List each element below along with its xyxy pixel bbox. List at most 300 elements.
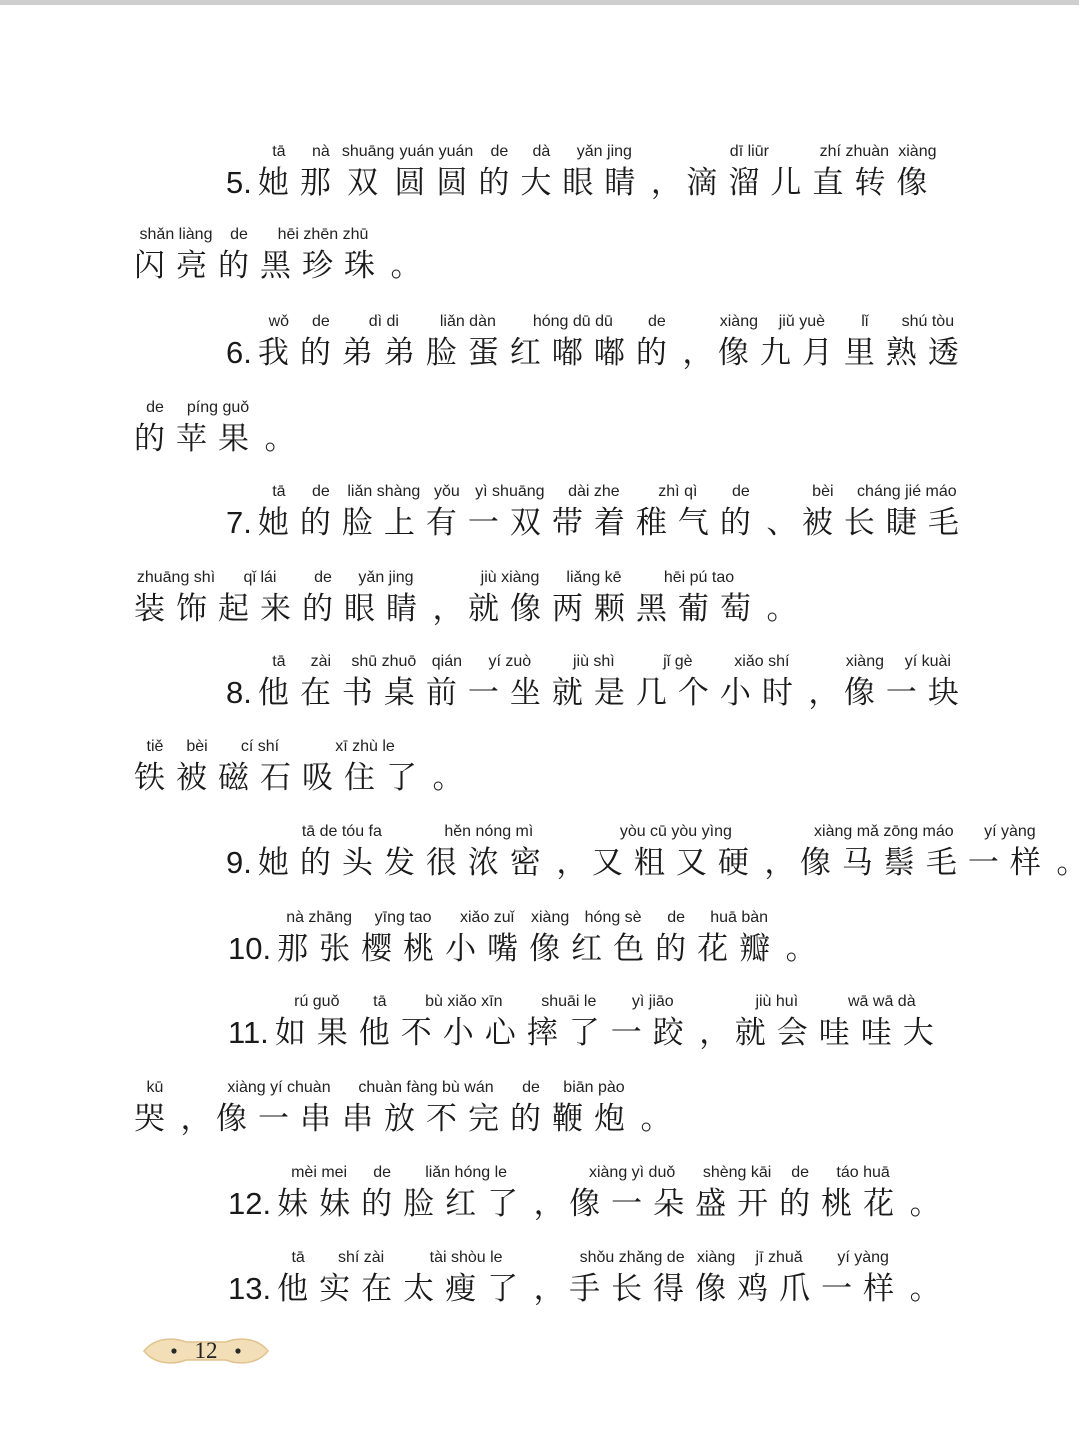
- word: [886, 312, 970, 374]
- pinyin: de: [311, 483, 330, 500]
- hanzi: 他: [277, 1271, 320, 1307]
- hanzi: 他: [358, 1015, 401, 1051]
- punctuation-mark: ，: [432, 591, 464, 627]
- hanzi: 黑珍珠: [260, 248, 386, 284]
- pinyin: yòu cū yòu yìng: [619, 823, 732, 840]
- hanzi: 那: [299, 165, 342, 201]
- hanzi: 手长得: [569, 1271, 696, 1307]
- hanzi: 的: [302, 591, 344, 627]
- pinyin: yí zuò: [488, 653, 532, 670]
- word: [697, 908, 781, 970]
- punctuation: [646, 142, 686, 204]
- hanzi: 两颗: [552, 591, 636, 627]
- hanzi: 在: [299, 675, 342, 711]
- word: [735, 992, 819, 1054]
- sentence-line: [228, 1228, 945, 1310]
- word: [277, 1163, 361, 1225]
- punctuation-mark: 。: [264, 421, 296, 457]
- pinyin: de: [667, 909, 685, 926]
- word: [655, 908, 697, 970]
- item-number: 12.: [228, 1186, 272, 1221]
- word: [819, 992, 945, 1054]
- word: [403, 1248, 529, 1310]
- word: [636, 568, 762, 630]
- word: [695, 1163, 779, 1225]
- hanzi: 苹果: [176, 421, 260, 457]
- word: [527, 992, 611, 1054]
- pinyin: rú guǒ: [294, 993, 340, 1010]
- hanzi: 像一串: [216, 1101, 342, 1137]
- word: [134, 1078, 176, 1140]
- word: [812, 142, 896, 204]
- hanzi: 一样: [967, 845, 1052, 881]
- hanzi: 的: [779, 1186, 822, 1222]
- word: [258, 142, 300, 204]
- pinyin: de: [146, 399, 164, 416]
- pinyin: jiù shì: [572, 653, 615, 670]
- hanzi: 红色: [571, 931, 656, 967]
- pinyin: táo huā: [836, 1164, 890, 1181]
- pinyin: de: [647, 313, 666, 330]
- word: [478, 142, 520, 204]
- pinyin: biān pào: [563, 1079, 625, 1096]
- item-number: 5.: [226, 165, 252, 200]
- word: [275, 992, 359, 1054]
- word: [344, 568, 428, 630]
- pinyin: tài shòu le: [429, 1249, 503, 1266]
- pinyin: dài zhe: [568, 483, 620, 500]
- pinyin: tā: [373, 993, 387, 1010]
- pinyin: qǐ lái: [243, 569, 277, 586]
- word: [529, 908, 571, 970]
- pinyin: hēi zhēn zhū: [277, 226, 369, 243]
- pinyin: tā de tóu fa: [301, 823, 382, 840]
- word: [569, 1248, 695, 1310]
- pinyin: de: [230, 226, 248, 243]
- hanzi: 弟弟: [341, 335, 426, 371]
- item-number: 9.: [226, 845, 252, 880]
- pinyin: liǎn hóng le: [425, 1164, 508, 1181]
- hanzi: 熟透: [885, 335, 970, 371]
- hanzi: 吸住了: [302, 760, 428, 796]
- punctuation-mark: 、: [766, 505, 798, 541]
- word: [686, 142, 812, 204]
- punctuation-mark: ，: [556, 845, 588, 881]
- pinyin: tā: [272, 483, 286, 500]
- word: [737, 1248, 821, 1310]
- hanzi: 像马鬃毛: [799, 845, 968, 881]
- punctuation-mark: 。: [785, 931, 817, 967]
- punctuation-mark: ，: [682, 335, 714, 371]
- punctuation-mark: 。: [432, 760, 464, 796]
- hanzi: 如果: [274, 1015, 359, 1051]
- hanzi: 大: [520, 165, 563, 201]
- sentence-line: [134, 1058, 676, 1140]
- word: [611, 992, 695, 1054]
- item-number: 11.: [228, 1015, 269, 1050]
- word: [258, 822, 426, 884]
- pinyin: yí yàng: [984, 823, 1036, 840]
- word: [552, 482, 636, 544]
- word: [342, 142, 395, 204]
- punctuation-mark: ，: [533, 1186, 565, 1222]
- pinyin: tā: [291, 1249, 305, 1266]
- pinyin: tiě: [146, 738, 164, 755]
- punctuation: [552, 822, 592, 884]
- hanzi: 像一朵: [569, 1186, 696, 1222]
- punctuation: [781, 908, 821, 970]
- pinyin: nà: [311, 143, 330, 160]
- word: [134, 737, 176, 799]
- word: [844, 312, 886, 374]
- pinyin: hēi pú tao: [663, 569, 735, 586]
- hanzi: 黑葡萄: [636, 591, 762, 627]
- word: [300, 652, 342, 714]
- word: [718, 312, 760, 374]
- punctuation: [695, 992, 735, 1054]
- word: [468, 568, 552, 630]
- sentence-line: [228, 972, 945, 1054]
- pinyin: shǎn liàng: [139, 226, 213, 243]
- word: [134, 225, 218, 287]
- pinyin: huā bàn: [710, 909, 769, 926]
- hanzi: 妹妹: [277, 1186, 362, 1222]
- word: [258, 312, 300, 374]
- punctuation: [636, 1078, 676, 1140]
- word: [802, 482, 844, 544]
- punctuation-mark: 。: [766, 591, 798, 627]
- punctuation-mark: 。: [909, 1186, 941, 1222]
- hanzi: 她: [257, 165, 300, 201]
- pinyin: bù xiǎo xīn: [425, 993, 503, 1010]
- word: [176, 398, 260, 460]
- sentence-line: [134, 717, 468, 799]
- punctuation-mark: ，: [180, 1101, 212, 1137]
- pinyin: xiàng: [530, 909, 570, 926]
- hanzi: 一坐: [467, 675, 552, 711]
- hanzi: 几个: [635, 675, 720, 711]
- word: [218, 568, 302, 630]
- word: [300, 142, 342, 204]
- word: [258, 482, 300, 544]
- punctuation: [760, 822, 800, 884]
- pinyin: nà zhāng: [286, 909, 353, 926]
- word: [300, 482, 342, 544]
- pinyin: yǎn jing: [358, 569, 414, 586]
- punctuation: [386, 225, 426, 287]
- hanzi: 有: [425, 505, 468, 541]
- hanzi: 带着: [551, 505, 636, 541]
- hanzi: 书桌: [341, 675, 426, 711]
- word: [134, 398, 176, 460]
- pinyin: jiù xiàng: [480, 569, 540, 586]
- word: [844, 652, 886, 714]
- word: [468, 652, 552, 714]
- pinyin: xiàng yì duǒ: [588, 1164, 676, 1181]
- pinyin: xiǎo shí: [734, 653, 790, 670]
- pinyin: píng guǒ: [186, 399, 250, 416]
- pinyin: wǒ: [268, 313, 290, 330]
- punctuation: [678, 312, 718, 374]
- pinyin: de: [731, 483, 750, 500]
- word: [800, 822, 968, 884]
- word: [569, 1163, 695, 1225]
- word: [468, 482, 552, 544]
- word: [277, 1248, 319, 1310]
- sentence-line: [226, 802, 1092, 884]
- punctuation: [176, 1078, 216, 1140]
- pinyin: shū zhuō: [351, 653, 417, 670]
- word: [844, 482, 970, 544]
- pinyin: jiù huì: [755, 993, 799, 1010]
- pinyin: xiàng: [696, 1249, 736, 1266]
- pinyin: chuàn fàng bù wán: [358, 1079, 494, 1096]
- pinyin: liǎn shàng: [347, 483, 421, 500]
- hanzi: 眼睛: [344, 591, 428, 627]
- word: [176, 737, 218, 799]
- punctuation-mark: 。: [1056, 845, 1088, 881]
- word: [636, 312, 678, 374]
- pinyin: yì shuāng: [475, 483, 545, 500]
- hanzi: 她的头发: [257, 845, 426, 881]
- pinyin: dì di: [368, 313, 399, 330]
- punctuation-mark: 。: [390, 248, 422, 284]
- word: [302, 737, 428, 799]
- pinyin: shèng kāi: [702, 1164, 772, 1181]
- punctuation: [762, 568, 802, 630]
- word: [218, 737, 302, 799]
- pinyin: hóng dū dū: [532, 313, 613, 330]
- pinyin: zhí zhuàn: [819, 143, 890, 160]
- pinyin: cí shí: [240, 738, 280, 755]
- pinyin: liǎng kē: [566, 569, 622, 586]
- hanzi: 串放不完: [342, 1101, 510, 1137]
- hanzi: 就像: [468, 591, 552, 627]
- item-number: 13.: [228, 1271, 272, 1306]
- hanzi: 不小心: [400, 1015, 527, 1051]
- hanzi: 盛开: [695, 1186, 780, 1222]
- hanzi: 鞭炮: [552, 1101, 636, 1137]
- punctuation-mark: 。: [640, 1101, 672, 1137]
- word: [426, 312, 510, 374]
- word: [636, 482, 720, 544]
- hanzi: 的: [510, 1101, 552, 1137]
- hanzi: 很浓密: [425, 845, 552, 881]
- hanzi: 闪亮: [134, 248, 218, 284]
- word: [562, 142, 646, 204]
- pinyin: dà: [532, 143, 551, 160]
- word: [258, 652, 300, 714]
- hanzi: 就是: [551, 675, 636, 711]
- hanzi: 小时: [719, 675, 804, 711]
- hanzi: 樱桃: [361, 931, 446, 967]
- word: [636, 652, 720, 714]
- hanzi: 一块: [885, 675, 970, 711]
- hanzi: 像: [695, 1271, 738, 1307]
- pinyin: shú tòu: [901, 313, 955, 330]
- word: [319, 1248, 403, 1310]
- pinyin: tā: [272, 653, 286, 670]
- pinyin: jiǔ yuè: [778, 313, 825, 330]
- word: [342, 652, 426, 714]
- sentence-line: [226, 632, 970, 714]
- pinyin: xiàng: [719, 313, 758, 330]
- word: [779, 1163, 821, 1225]
- pinyin: xiàng: [845, 653, 884, 670]
- word: [896, 142, 938, 204]
- hanzi: 就会: [734, 1015, 819, 1051]
- hanzi: 太瘦了: [403, 1271, 530, 1307]
- pinyin: yīng tao: [374, 909, 432, 926]
- hanzi: 圆圆: [394, 165, 479, 201]
- hanzi: 小嘴: [445, 931, 530, 967]
- pinyin: xiàng: [898, 143, 937, 160]
- pinyin: de: [311, 313, 330, 330]
- pinyin: shuāi le: [541, 993, 597, 1010]
- word: [277, 908, 361, 970]
- pinyin: de: [373, 1164, 391, 1181]
- word: [342, 482, 426, 544]
- pinyin: xiàng yí chuàn: [227, 1079, 331, 1096]
- hanzi: 哇哇大: [818, 1015, 945, 1051]
- pinyin: yí yàng: [837, 1249, 889, 1266]
- pinyin: jǐ gè: [663, 653, 693, 670]
- punctuation-mark: ，: [764, 845, 796, 881]
- pinyin: hóng sè: [584, 909, 642, 926]
- sentence-line: [134, 205, 426, 287]
- word: [552, 652, 636, 714]
- hanzi: 我: [257, 335, 300, 371]
- hanzi: 滴溜儿: [686, 165, 813, 201]
- punctuation: [428, 737, 468, 799]
- punctuation: [260, 398, 300, 460]
- word: [342, 312, 426, 374]
- hanzi: 被: [801, 505, 844, 541]
- hanzi: 的: [361, 1186, 404, 1222]
- word: [510, 1078, 552, 1140]
- word: [720, 482, 762, 544]
- word: [760, 312, 844, 374]
- word: [300, 312, 342, 374]
- pinyin: zài: [310, 653, 332, 670]
- hanzi: 的: [218, 248, 260, 284]
- hanzi: 又粗又硬: [591, 845, 760, 881]
- hanzi: 一样: [821, 1271, 906, 1307]
- hanzi: 那张: [277, 931, 362, 967]
- punctuation-mark: ，: [808, 675, 840, 711]
- word: [218, 225, 260, 287]
- hanzi: 被: [176, 760, 218, 796]
- item-number: 8.: [226, 675, 252, 710]
- hanzi: 眼睛: [562, 165, 647, 201]
- word: [720, 652, 804, 714]
- word: [426, 822, 552, 884]
- hanzi: 装饰: [134, 591, 218, 627]
- punctuation: [905, 1248, 945, 1310]
- hanzi: 的: [655, 931, 698, 967]
- pinyin: tā: [272, 143, 286, 160]
- pinyin: shí zài: [337, 1249, 385, 1266]
- hanzi: 的: [299, 505, 342, 541]
- word: [260, 225, 386, 287]
- hanzi: 的: [478, 165, 521, 201]
- pinyin: yì jiāo: [631, 993, 674, 1010]
- hanzi: 里: [843, 335, 886, 371]
- hanzi: 像: [717, 335, 760, 371]
- hanzi: 的: [635, 335, 678, 371]
- pinyin: mèi mei: [291, 1164, 348, 1181]
- pinyin: de: [314, 569, 332, 586]
- sentence-line: [134, 378, 300, 460]
- pinyin: dī liūr: [729, 143, 769, 160]
- word: [361, 1163, 403, 1225]
- sentence-line: [226, 462, 970, 544]
- pinyin: yǒu: [433, 483, 460, 500]
- sentence-line: [134, 548, 802, 630]
- punctuation-mark: ，: [699, 1015, 731, 1051]
- pinyin: kū: [146, 1079, 164, 1096]
- item-number: 6.: [226, 335, 252, 370]
- word: [821, 1163, 905, 1225]
- word: [361, 908, 445, 970]
- punctuation: [762, 482, 802, 544]
- hanzi: 桃花: [821, 1186, 906, 1222]
- hanzi: 一双: [467, 505, 552, 541]
- word: [821, 1248, 905, 1310]
- punctuation: [529, 1248, 569, 1310]
- hanzi: 的: [299, 335, 342, 371]
- hanzi: 像: [896, 165, 939, 201]
- punctuation: [804, 652, 844, 714]
- punctuation: [529, 1163, 569, 1225]
- hanzi: 的: [134, 421, 176, 457]
- pinyin: hěn nóng mì: [444, 823, 534, 840]
- word: [302, 568, 344, 630]
- word: [520, 142, 562, 204]
- pinyin: de: [522, 1079, 540, 1096]
- word: [552, 568, 636, 630]
- pinyin: de: [791, 1164, 809, 1181]
- page-number-badge: [136, 1330, 276, 1372]
- hanzi: 起来: [218, 591, 302, 627]
- hanzi: 像: [843, 675, 886, 711]
- word: [571, 908, 655, 970]
- hanzi: 摔了: [526, 1015, 611, 1051]
- hanzi: 红嘟嘟: [509, 335, 636, 371]
- punctuation: [428, 568, 468, 630]
- word: [401, 992, 527, 1054]
- pinyin: lǐ: [861, 313, 869, 330]
- hanzi: 鸡爪: [737, 1271, 822, 1307]
- word: [403, 1163, 529, 1225]
- hanzi: 脸蛋: [425, 335, 510, 371]
- hanzi: 他: [257, 675, 300, 711]
- pinyin: shǒu zhǎng de: [579, 1249, 685, 1266]
- pinyin: xiàng mǎ zōng máo: [814, 823, 954, 840]
- hanzi: 长睫毛: [843, 505, 970, 541]
- pinyin: wā wā dà: [848, 993, 916, 1010]
- pinyin: yuán yuán: [399, 143, 474, 160]
- sentence-line: [226, 122, 938, 204]
- punctuation: [905, 1163, 945, 1225]
- hanzi: 花瓣: [697, 931, 782, 967]
- pinyin: yí kuài: [904, 653, 951, 670]
- pinyin: xī zhù le: [335, 738, 395, 755]
- hanzi: 她: [257, 505, 300, 541]
- word: [592, 822, 760, 884]
- item-number: 10.: [228, 931, 272, 966]
- word: [426, 482, 468, 544]
